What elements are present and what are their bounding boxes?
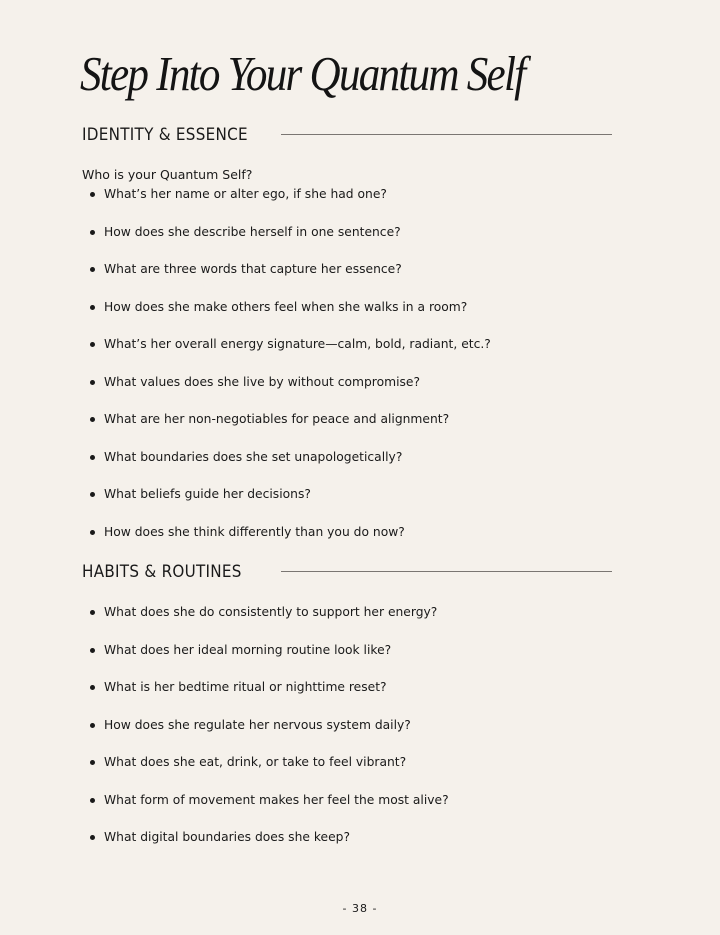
list-item xyxy=(90,486,491,524)
bullet-icon xyxy=(90,342,95,347)
section-intro: Who is your Quantum Self? xyxy=(82,167,253,182)
question-text: What is her bedtime ritual or nighttime reset? xyxy=(104,680,387,694)
list-item xyxy=(90,374,491,412)
section-heading-label: IDENTITY & ESSENCE xyxy=(82,124,248,144)
list-item xyxy=(90,679,449,717)
bullet-icon xyxy=(90,835,95,840)
section-heading-identity xyxy=(82,122,612,146)
list-item xyxy=(90,717,449,755)
bullet-icon xyxy=(90,455,95,460)
bullet-icon xyxy=(90,380,95,385)
page-number: - 38 - xyxy=(342,902,378,915)
page-title: Step Into Your Quantum Self xyxy=(80,46,525,101)
question-text: How does she think differently than you do now? xyxy=(104,524,405,539)
question-text: What does she do consistently to support her energy? xyxy=(104,605,438,619)
bullet-icon xyxy=(90,492,95,497)
list-item xyxy=(90,261,491,299)
list-item xyxy=(90,224,491,262)
bullet-icon xyxy=(90,648,95,653)
question-text: What does her ideal morning routine look like? xyxy=(104,642,392,657)
question-text: What’s her name or alter ego, if she had one? xyxy=(104,187,387,201)
bullet-icon xyxy=(90,530,95,535)
bullet-icon xyxy=(90,417,95,422)
question-text: What beliefs guide her decisions? xyxy=(104,487,311,501)
list-item xyxy=(90,299,491,337)
section-divider xyxy=(281,571,612,572)
question-text: What does she eat, drink, or take to feel vibrant? xyxy=(104,755,407,769)
bullet-icon xyxy=(90,760,95,765)
question-text: What are three words that capture her essence? xyxy=(104,262,402,276)
section-divider xyxy=(281,134,612,135)
section-heading-label: HABITS & ROUTINES xyxy=(82,561,242,581)
bullet-icon xyxy=(90,267,95,272)
question-text: What boundaries does she set unapologetically? xyxy=(104,449,403,464)
question-text: What values does she live by without compromise? xyxy=(104,374,420,389)
bullet-icon xyxy=(90,192,95,197)
bullet-icon xyxy=(90,685,95,690)
question-text: What digital boundaries does she keep? xyxy=(104,830,350,844)
section-heading-habits xyxy=(82,559,612,583)
question-list-habits xyxy=(90,604,449,867)
list-item xyxy=(90,524,491,562)
list-item xyxy=(90,604,449,642)
bullet-icon xyxy=(90,610,95,615)
question-text: How does she regulate her nervous system daily? xyxy=(104,717,411,732)
list-item xyxy=(90,449,491,487)
list-item xyxy=(90,411,491,449)
list-item xyxy=(90,792,449,830)
bullet-icon xyxy=(90,305,95,310)
bullet-icon xyxy=(90,798,95,803)
list-item xyxy=(90,186,491,224)
question-text: What form of movement makes her feel the most alive? xyxy=(104,792,449,807)
list-item xyxy=(90,829,449,867)
list-item xyxy=(90,754,449,792)
list-item xyxy=(90,336,491,374)
question-text: How does she make others feel when she walks in a room? xyxy=(104,299,468,314)
question-text: What’s her overall energy signature—calm, bold, radiant, etc.? xyxy=(104,337,491,351)
bullet-icon xyxy=(90,230,95,235)
list-item xyxy=(90,642,449,680)
question-text: What are her non-negotiables for peace and alignment? xyxy=(104,412,450,426)
bullet-icon xyxy=(90,723,95,728)
question-text: How does she describe herself in one sentence? xyxy=(104,224,401,239)
question-list-identity xyxy=(90,186,491,561)
